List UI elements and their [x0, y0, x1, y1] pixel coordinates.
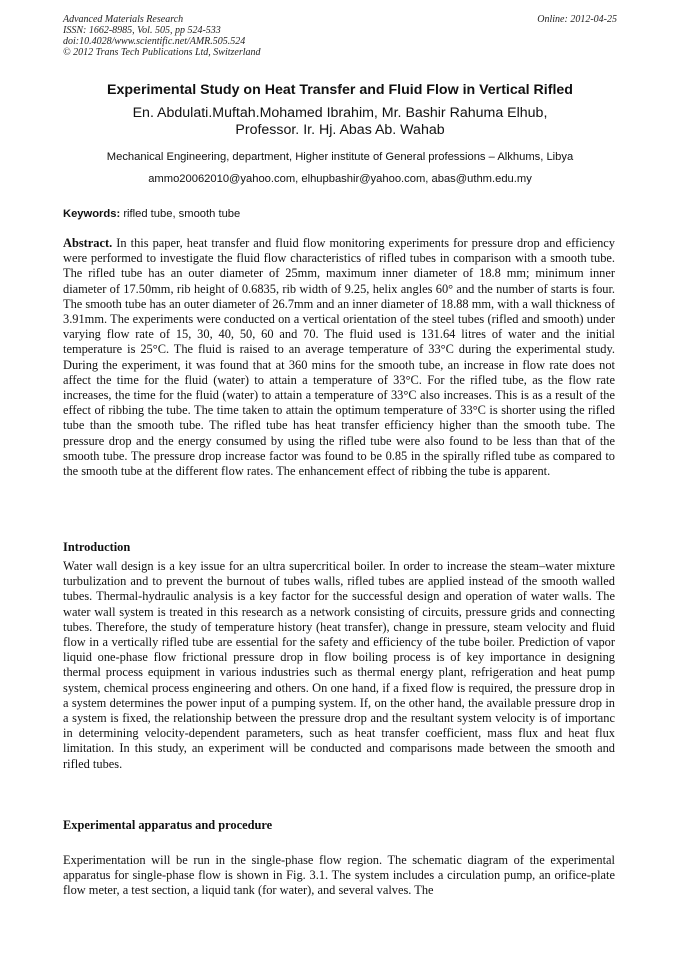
introduction-heading: Introduction [63, 540, 131, 554]
journal-doi: doi:10.4028/www.scientific.net/AMR.505.524 [63, 36, 246, 47]
paper-title: Experimental Study on Heat Transfer and Fluid Flow in Vertical Rifled [107, 82, 573, 98]
authors-line-2: Professor. Ir. Hj. Abas Ab. Wahab [235, 122, 445, 138]
online-date: Online: 2012-04-25 [537, 14, 617, 25]
journal-name: Advanced Materials Research [63, 14, 184, 25]
keywords [63, 207, 623, 221]
keywords-text: rifled tube, smooth tube [123, 208, 241, 220]
experimental-heading: Experimental apparatus and procedure [63, 818, 273, 832]
author-emails: ammo20062010@yahoo.com, elhupbashir@yahoo.com, abas@uthm.edu.my [148, 173, 532, 185]
introduction-text: Water wall design is a key issue for an ultra supercritical boiler. In order to increase the steam–water mixture turbulization and to prevent the burnout of tubes walls, rifled tubes are applied instead of the smooth walled tubes. Thermal-hydraulic analysis is a key factor for the successful design and operation of water walls. The water wall system is treated in this research as a network consisting of circuits, pressure grids and connecting tubes. Therefore, the study of temperature history (heat transfer), change in pressure, steam velocity and fluid flow in a vertically rifled tube are essential for the safety and efficiency of the tube boiler. Prediction of vapor liquid one-phase flow frictional pressure drop in flow boiling process is of key importance in designing thermal process equipment in various industries such as thermal energy plant, refrigeration and heat pump system, chemical process engineering and others. On one hand, if a fixed flow is required, the pressure drop in a system determines the power input of a pumping system. If, on the other hand, the available pressure drop in a system is fixed, the relationship between the pressure drop and the resultant system velocity is of importanc in determining velocity-dependent parameters, such as heat transfer coefficient, mass flux and heat flux limitation. In this study, an experiment will be conducted and comparisons made between the smooth and rifled tubes. [63, 559, 615, 771]
authors-line-1: En. Abdulati.Muftah.Mohamed Ibrahim, Mr. Bashir Rahuma Elhub, [132, 105, 548, 121]
abstract-text: In this paper, heat transfer and fluid flow monitoring experiments for pressure drop and efficiency were performed to investigate the fluid flow characteristics of rifled tubes in comparison with a smooth tube. The rifled tube has an outer diameter of 25mm, maximum inner diameter of 18.8 mm; minimum inner diameter of 17.50mm, rib height of 0.6835, rib width of 9.25, helix angles 60° and the number of starts is four. The smooth tube has an outer diameter of 26.7mm and an inner diameter of 18.88 mm, with a wall thickness of 3.91mm. The experiments were conducted on a vertical orientation of the steel tubes (rifled and smooth) under varying flow rate of 15, 30, 40, 50, 60 and 70. The fluid used is 131.64 litres of water and the initial temperature is 25°C. The fluid is raised to an average temperature of 33°C during the experimental study. During the experiment, it was found that at 360 mins for the smooth tube, an increase in flow rate does not affect the time for the fluid (water) to attain a temperature of 33°C. For the rifled tube, as the flow rate increases, the time for the fluid (water) to attain a temperature of 33°C also increases. This is as a result of the effect of ribbing the tube. The time taken to attain the optimum temperature of 33°C is shorter using the rifled tube than the smooth tube. The rifled tube has heat transfer efficiency higher than the smooth tube. The pressure drop and the energy consumed by using the rifled tube were also found to be less than that of the smooth tube. The pressure drop increase factor was found to be 0.85 in the spirally rifled tube as compared to the smooth tube at the different flow rates. The enhancement effect of ribbing the tube is apparent. [63, 236, 615, 479]
journal-issn: ISSN: 1662-8985, Vol. 505, pp 524-533 [63, 25, 221, 36]
abstract-label: Abstract. [63, 236, 113, 250]
experimental-text: Experimentation will be run in the single-phase flow region. The schematic diagram of the experimental apparatus for single-phase flow is shown in Fig. 3.1. The system includes a circulation pump, an orifice-plate flow meter, a test section, a liquid tank (for water), and several valves. The [63, 853, 615, 898]
keywords-label: Keywords: [63, 208, 121, 220]
abstract [63, 236, 615, 479]
journal-copyright: © 2012 Trans Tech Publications Ltd, Switzerland [63, 47, 261, 58]
paper-authors [40, 105, 640, 139]
journal-header [63, 14, 623, 58]
affiliation: Mechanical Engineering, department, Higher institute of General professions – Alkhums, Libya [106, 151, 574, 163]
